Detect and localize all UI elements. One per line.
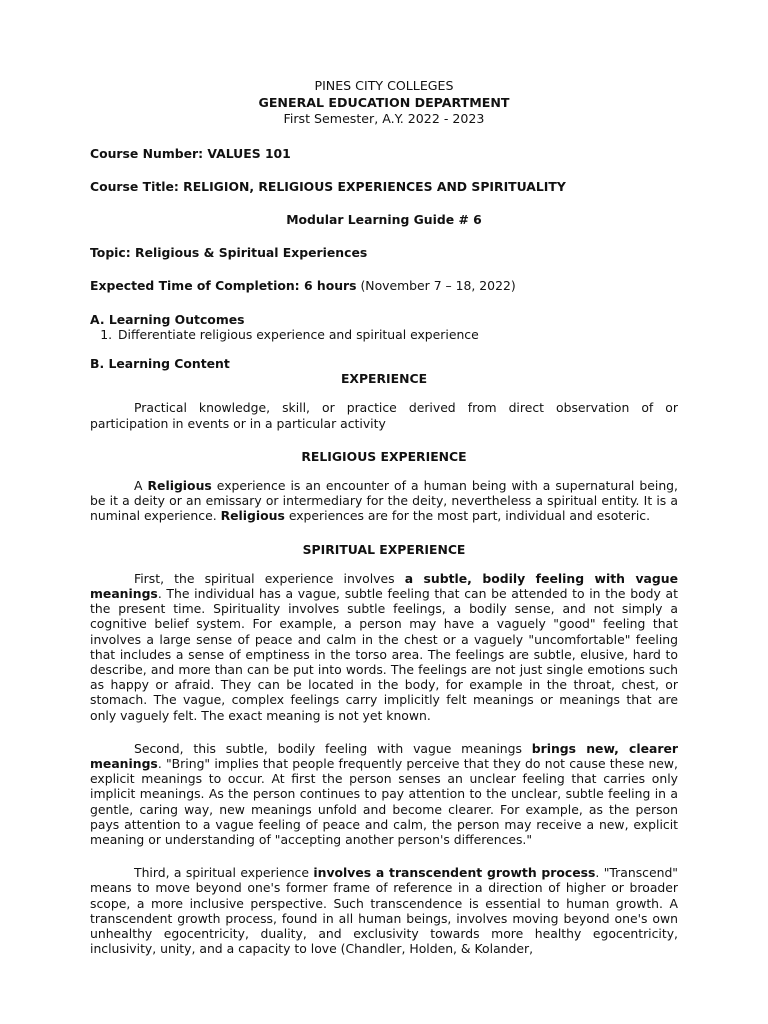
p1-bold: a subtle, bodily feeling with vague meanings [90,570,678,601]
religious-bold-2: Religious [220,508,285,524]
course-number: Course Number: VALUES 101 [90,145,291,161]
spiritual-experience-title: SPIRITUAL EXPERIENCE [302,541,466,557]
p1-text-c: . The individual has a vague, subtle feeling that can be attended to in the body at the present time. Spirituality involves subtle feelings, a bodily sense, and not simply a cognitive belief system. For example, a person may have a vaguely "good" feeling that involves a large sense of peace and calm in the chest or a vaguely "uncomfortable" feeling that includes a sense of emptiness in the torso area. The feelings are subtle, elusive, hard to describe, and more than can be put into words. The feelings are not just single emotions such as happy or afraid. They can be located in the body, for example in the throat, chest, or stomach. The vague, complex feelings carry implicitly felt meanings or meanings that are only vaguely felt. The exact meaning is not yet known. [90,585,678,723]
experience-paragraph: Practical knowledge, skill, or practice derived from direct observation of or participation in events or in a particular activity [90,400,678,431]
completion-time-range: (November 7 – 18, 2022) [360,278,516,294]
spiritual-paragraph-2 [90,741,678,847]
spiritual-paragraph-3 [90,865,678,956]
learning-outcome-item: 1. Differentiate religious experience and spiritual experience [116,327,678,342]
learning-outcomes-heading: A. Learning Outcomes [90,311,245,327]
semester-line: First Semester, A.Y. 2022 - 2023 [283,111,485,126]
religious-experience-title: RELIGIOUS EXPERIENCE [301,448,467,464]
p2-text-a: Second, this subtle, bodily feeling with vague meanings [134,740,532,756]
learning-outcomes-list [90,327,678,342]
p3-bold: involves a transcendent growth process [313,865,596,881]
department-name: GENERAL EDUCATION DEPARTMENT [258,94,510,110]
course-title: Course Title: RELIGION, RELIGIOUS EXPERIENCES AND SPIRITUALITY [90,178,566,194]
p2-text-c: . "Bring" implies that people frequently perceive that they do not cause these new, explicit meanings to occur. At first the person senses an unclear feeling that carries only implicit meanings. As the person continues to pay attention to the unclear, subtle feeling in a gentle, caring way, new meanings unfold and become clearer. For example, as the person pays attention to a vague feeling of peace and calm, the person may receive a new, explicit meaning or understanding of "accepting another person's differences." [90,755,678,847]
experience-title: EXPERIENCE [340,371,428,387]
topic-line: Topic: Religious & Spiritual Experiences [90,245,368,261]
p3-text-c: . "Transcend" means to move beyond one's former frame of reference in a direction of higher or broader scope, a more inclusive perspective. Such transcendence is essential to human growth. A transcendent growth process, found in all human beings, involves moving beyond one's own unhealthy egocentricity, duality, and exclusivity towards more healthy egocentricity, inclusivity, unity, and a capacity to love (Chandler, Holden, & Kolander, [90,865,679,957]
religious-paragraph [90,478,678,524]
spiritual-paragraph-1 [90,571,678,723]
completion-time [90,278,678,293]
p3-text-a: Third, a spiritual experience [134,865,314,881]
religious-text-a: A [134,477,148,493]
religious-text-c: experience is an encounter of a human being with a supernatural being, be it a deity or an emissary or intermediary for the deity, nevertheless a spiritual entity. It is a numinal experience. [90,477,678,524]
religious-text-d: experiences are for the most part, individual and esoteric. [284,508,651,524]
learning-content-heading: B. Learning Content [90,355,230,371]
school-name: PINES CITY COLLEGES [314,78,454,93]
religious-bold-1: Religious [147,477,212,493]
completion-time-label: Expected Time of Completion: 6 hours [90,278,357,294]
p2-bold: brings new, clearer meanings [90,740,678,771]
p1-text-a: First, the spiritual experience involves [134,570,405,586]
guide-title: Modular Learning Guide # 6 [286,211,482,227]
